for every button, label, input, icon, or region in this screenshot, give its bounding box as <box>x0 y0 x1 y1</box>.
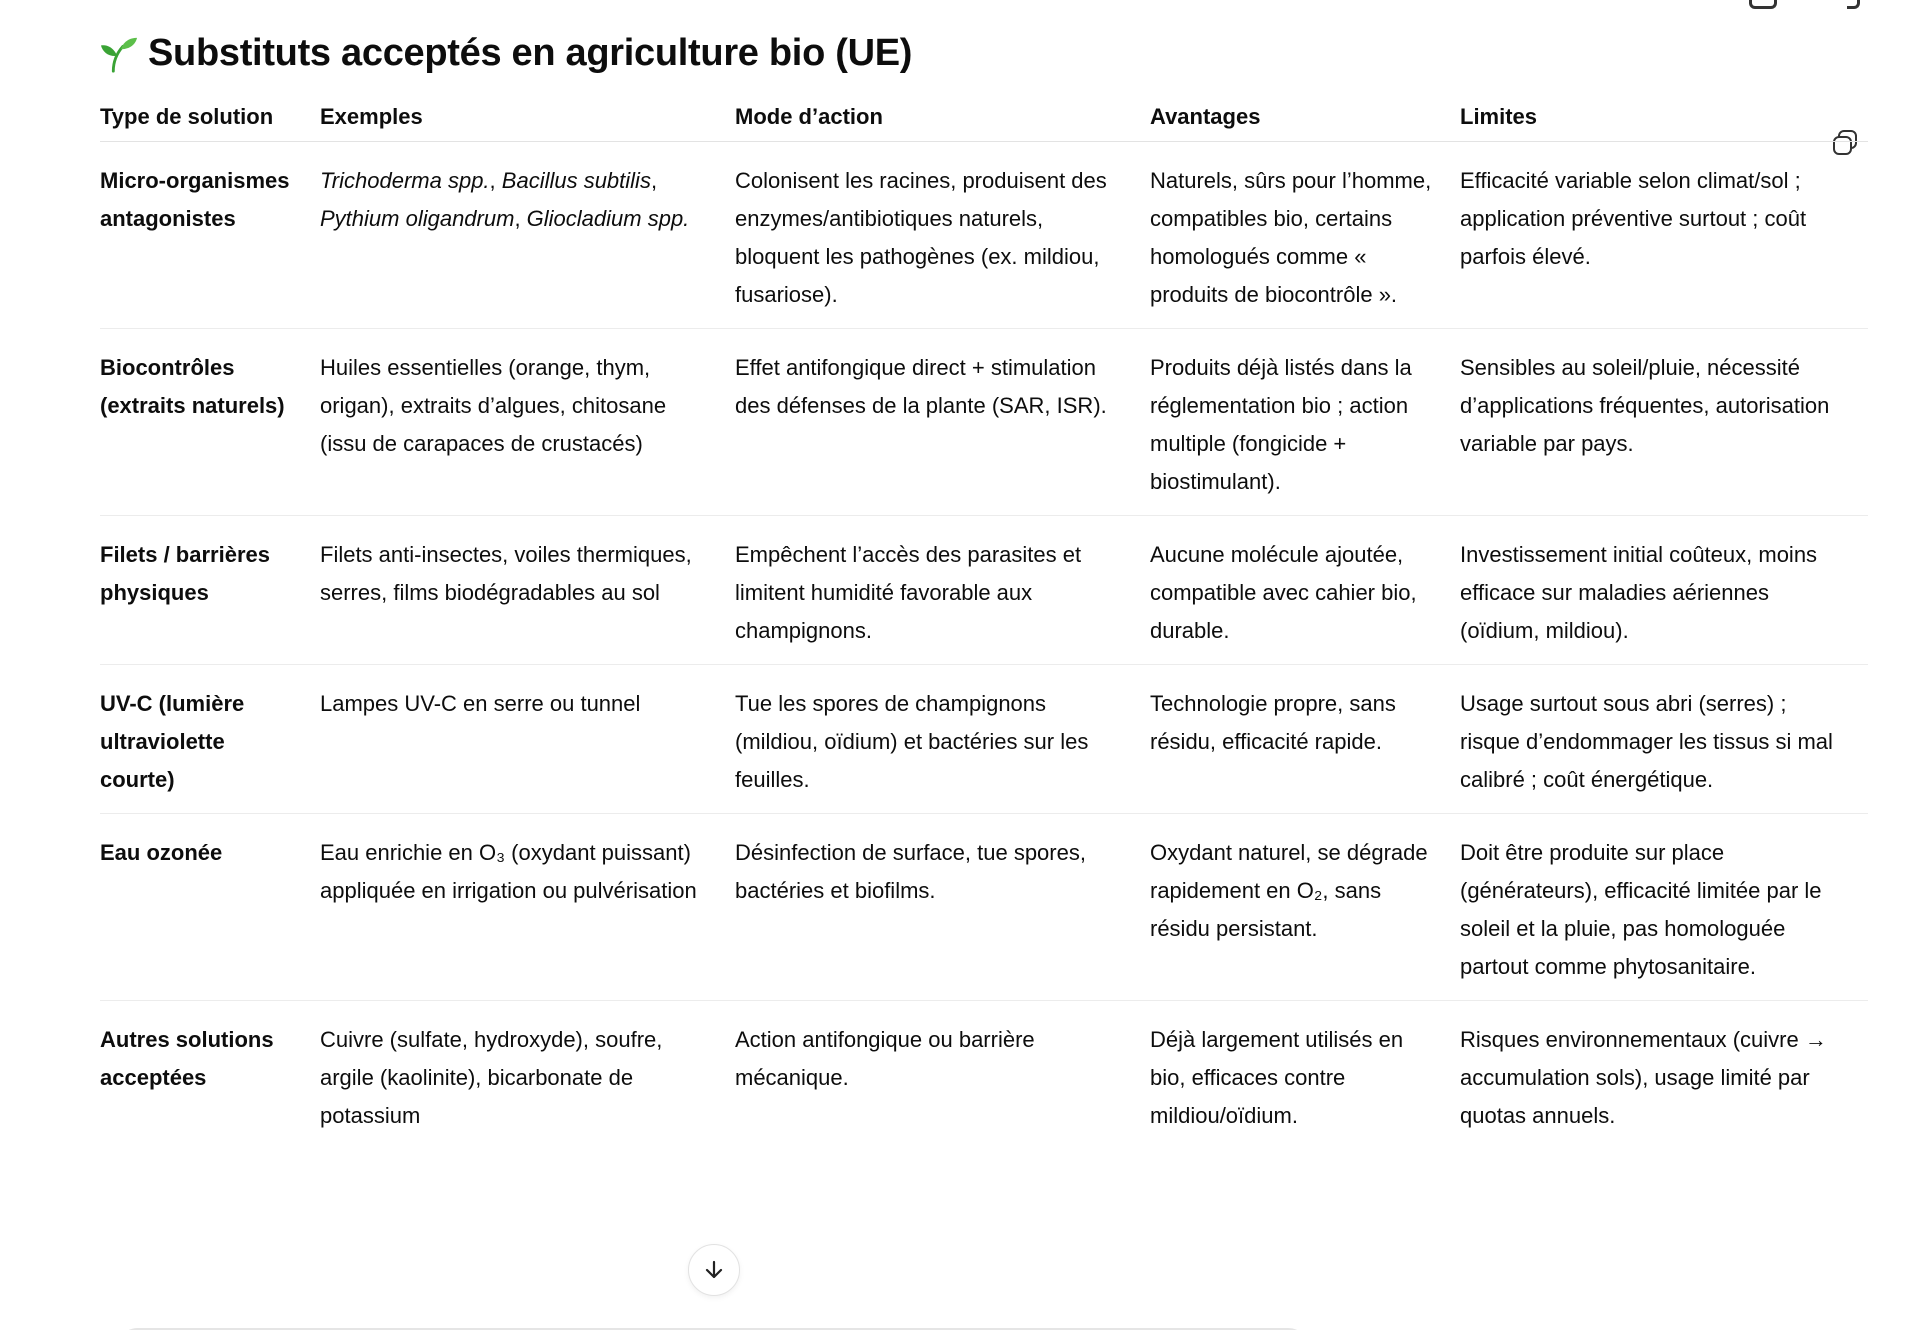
cell-type: UV-C (lumière ultraviolette courte) <box>100 665 320 814</box>
separator: , <box>650 168 658 193</box>
scroll-to-bottom-button[interactable] <box>688 1244 740 1296</box>
separator: , <box>489 168 502 193</box>
substitutes-table <box>100 104 1868 1149</box>
cell-action: Effet antifongique direct + stimulation des défenses de la plante (SAR, ISR). <box>735 329 1150 516</box>
cell-examples: Lampes UV-C en serre ou tunnel <box>320 665 735 814</box>
cell-advantages: Naturels, sûrs pour l’homme, compatibles bio, certains homologués comme « produits de biocontrôle ». <box>1150 142 1460 329</box>
top-toolbar-fragment <box>1749 0 1860 9</box>
cell-limits: Efficacité variable selon climat/sol ; application préventive surtout ; coût parfois élevé. <box>1460 142 1868 329</box>
column-header-action: Mode d’action <box>735 104 1150 142</box>
separator: , <box>514 206 527 231</box>
table-header-row <box>100 104 1868 142</box>
cell-action: Empêchent l’accès des parasites et limitent humidité favorable aux champignons. <box>735 516 1150 665</box>
cell-action: Colonisent les racines, produisent des enzymes/antibiotiques naturels, bloquent les pathogènes (ex. mildiou, fusariose). <box>735 142 1150 329</box>
cell-type: Micro-organismes antagonistes <box>100 142 320 329</box>
cell-advantages: Technologie propre, sans résidu, efficacité rapide. <box>1150 665 1460 814</box>
cell-advantages: Aucune molécule ajoutée, compatible avec cahier bio, durable. <box>1150 516 1460 665</box>
cell-type: Filets / barrières physiques <box>100 516 320 665</box>
column-header-examples: Exemples <box>320 104 735 142</box>
cell-type: Biocontrôles (extraits naturels) <box>100 329 320 516</box>
cell-examples: Eau enrichie en O₃ (oxydant puissant) appliquée en irrigation ou pulvérisation <box>320 814 735 1001</box>
cell-limits: Risques environnementaux (cuivre → accumulation sols), usage limité par quotas annuels. <box>1460 1027 1827 1128</box>
cell-action: Désinfection de surface, tue spores, bactéries et biofilms. <box>735 814 1150 1001</box>
cell-type: Autres solutions acceptées <box>100 1027 274 1090</box>
table-row <box>100 1001 1868 1150</box>
toolbar-icon-fragment[interactable] <box>1847 0 1860 9</box>
cell-advantages: Produits déjà listés dans la réglementation bio ; action multiple (fongicide + biostimulant). <box>1150 329 1460 516</box>
cell-type: Eau ozonée <box>100 814 320 1001</box>
cell-limits: Sensibles au soleil/pluie, nécessité d’applications fréquentes, autorisation variable par pays. <box>1460 329 1868 516</box>
cell-examples <box>320 142 735 329</box>
table-row <box>100 814 1868 1001</box>
cell-limits: Doit être produite sur place (générateurs), efficacité limitée par le soleil et la pluie, pas homologuée partout comme phytosanitaire. <box>1460 814 1868 1001</box>
cell-advantages: Oxydant naturel, se dégrade rapidement en O₂, sans résidu persistant. <box>1150 814 1460 1001</box>
species-name: Bacillus subtilis <box>501 168 651 193</box>
table-row <box>100 142 1868 329</box>
cell-limits: Investissement initial coûteux, moins efficace sur maladies aériennes (oïdium, mildiou). <box>1460 516 1868 665</box>
cell-limits: Usage surtout sous abri (serres) ; risque d’endommager les tissus si mal calibré ; coût énergétique. <box>1460 665 1868 814</box>
section-heading <box>100 32 912 75</box>
toolbar-icon-fragment[interactable] <box>1749 0 1777 9</box>
section-title: Substituts acceptés en agriculture bio (UE) <box>148 32 913 74</box>
cell-examples: Filets anti-insectes, voiles thermiques, serres, films biodégradables au sol <box>320 516 735 665</box>
table-row <box>100 516 1868 665</box>
species-name: Trichoderma spp. <box>320 168 490 193</box>
arrow-down-icon <box>702 1258 726 1282</box>
cell-examples: Huiles essentielles (orange, thym, origan), extraits d’algues, chitosane (issu de carapaces de crustacés) <box>320 329 735 516</box>
species-name: Gliocladium spp. <box>526 206 690 231</box>
cell-action: Tue les spores de champignons (mildiou, oïdium) et bactéries sur les feuilles. <box>735 665 1150 814</box>
cell-advantages: Déjà largement utilisés en bio, efficaces contre mildiou/oïdium. <box>1150 1027 1404 1128</box>
sprout-icon <box>100 35 138 73</box>
column-header-advantages: Avantages <box>1150 104 1460 142</box>
cell-examples: Cuivre (sulfate, hydroxyde), soufre, argile (kaolinite), bicarbonate de potassium <box>320 1027 663 1128</box>
column-header-limits: Limites <box>1460 104 1868 142</box>
table-row <box>100 329 1868 516</box>
species-name: Pythium oligandrum <box>320 206 515 231</box>
table-row <box>100 665 1868 814</box>
cell-action: Action antifongique ou barrière mécanique. <box>735 1027 1035 1090</box>
column-header-type: Type de solution <box>100 104 320 142</box>
